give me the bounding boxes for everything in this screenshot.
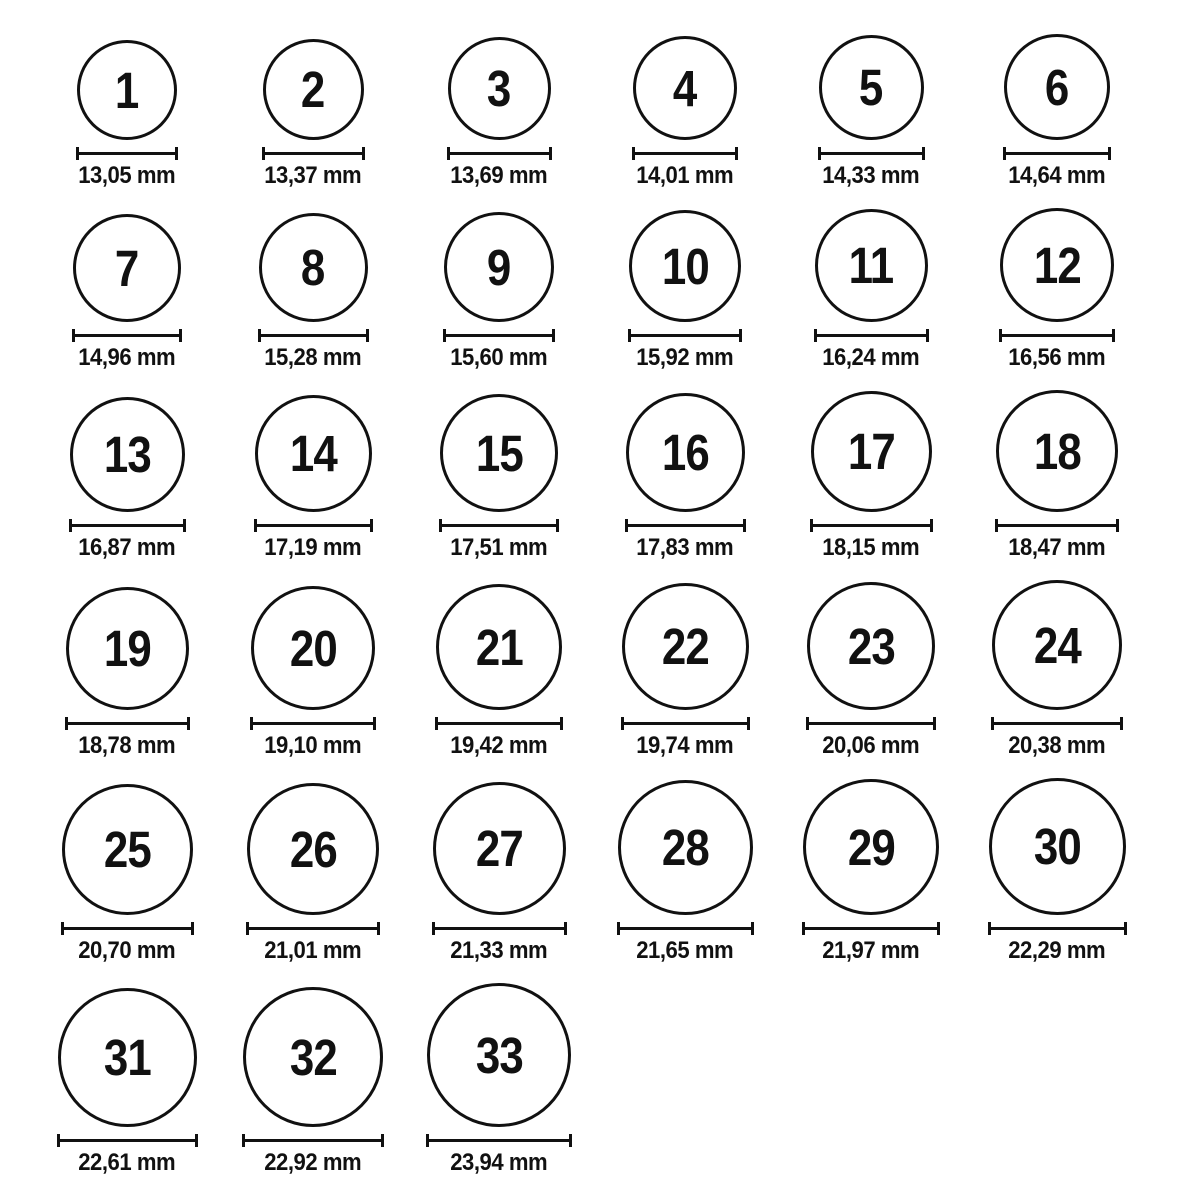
measure-line-bar: [805, 927, 937, 930]
measure-line-bar: [631, 334, 739, 337]
diameter-measure-line: [806, 717, 936, 730]
diameter-label: 19,42 mm: [450, 732, 548, 759]
ring-circle: [259, 213, 368, 322]
diameter-measure-line: [628, 329, 742, 342]
ring-size-number: 23: [847, 617, 895, 675]
ring-circle: [433, 782, 566, 915]
ring-size-number: 12: [1033, 236, 1081, 294]
diameter-measure-line: [72, 329, 182, 342]
diameter-measure-line: [991, 717, 1123, 730]
ring-size-number: 1: [115, 61, 139, 119]
measure-line-bar: [435, 927, 564, 930]
measure-line-bar: [813, 524, 930, 527]
ring-circle: [73, 214, 181, 322]
diameter-label: 17,83 mm: [636, 534, 734, 561]
ring-size-number: 27: [475, 820, 523, 877]
diameter-measure-line: [621, 717, 750, 730]
diameter-measure-line: [802, 922, 940, 935]
diameter-measure-line: [632, 147, 738, 160]
diameter-label: 13,69 mm: [450, 162, 548, 189]
ring-size-number: 25: [103, 821, 151, 878]
ring-size-number: 3: [487, 60, 511, 117]
diameter-label: 17,19 mm: [264, 534, 362, 561]
ring-circle: [989, 778, 1126, 915]
diameter-measure-line: [61, 922, 194, 935]
ring-size-number: 18: [1033, 422, 1081, 480]
ring-size-number: 17: [847, 423, 895, 480]
chart-row: [34, 390, 1200, 560]
diameter-measure-line: [262, 147, 365, 160]
diameter-label: 22,92 mm: [264, 1149, 362, 1176]
ring-size-number: 11: [848, 237, 894, 294]
ring-size-cell: [406, 394, 592, 560]
ring-size-cell: [220, 987, 406, 1175]
ring-size-number: 30: [1033, 818, 1081, 875]
measure-line-bar: [253, 722, 373, 725]
ring-size-cell: [220, 213, 406, 370]
diameter-measure-line: [447, 147, 552, 160]
ring-circle: [427, 983, 571, 1127]
diameter-measure-line: [258, 329, 369, 342]
ring-circle: [263, 39, 364, 140]
ring-circle: [1004, 34, 1110, 140]
ring-size-cell: [34, 397, 220, 560]
measure-line-bar: [991, 927, 1124, 930]
ring-size-cell: [220, 395, 406, 560]
measure-line-bar: [249, 927, 377, 930]
ring-size-number: 14: [289, 425, 337, 482]
ring-size-number: 16: [661, 424, 709, 481]
diameter-measure-line: [246, 922, 380, 935]
diameter-label: 18,47 mm: [1008, 534, 1106, 561]
ring-circle: [440, 394, 558, 512]
diameter-label: 13,05 mm: [78, 162, 176, 189]
ring-size-number: 28: [661, 819, 709, 876]
ring-circle: [251, 586, 375, 710]
measure-line-bar: [75, 334, 179, 337]
diameter-measure-line: [57, 1134, 198, 1147]
ring-circle: [626, 393, 745, 512]
ring-circle: [622, 583, 749, 710]
ring-size-cell: [34, 214, 220, 370]
ring-size-cell: [592, 393, 778, 560]
diameter-label: 17,51 mm: [450, 534, 548, 561]
diameter-label: 20,70 mm: [78, 937, 176, 964]
measure-line-bar: [438, 722, 560, 725]
ring-size-cell: [778, 779, 964, 963]
ring-size-number: 21: [475, 618, 523, 676]
ring-circle: [77, 40, 177, 140]
chart-row: [34, 580, 1200, 758]
ring-circle: [807, 582, 935, 710]
diameter-measure-line: [988, 922, 1127, 935]
ring-size-number: 5: [859, 59, 883, 116]
ring-size-cell: [964, 778, 1150, 963]
measure-line-bar: [809, 722, 933, 725]
ring-size-number: 15: [475, 424, 523, 482]
diameter-measure-line: [254, 519, 373, 532]
measure-line-bar: [821, 152, 922, 155]
measure-line-bar: [994, 722, 1120, 725]
ring-circle: [66, 587, 189, 710]
ring-circle: [803, 779, 939, 915]
ring-size-number: 6: [1045, 58, 1069, 116]
ring-size-cell: [778, 35, 964, 188]
diameter-label: 15,28 mm: [264, 344, 362, 371]
ring-circle: [819, 35, 924, 140]
diameter-label: 21,97 mm: [822, 937, 920, 964]
ring-size-cell: [778, 391, 964, 560]
ring-size-number: 8: [301, 239, 325, 296]
ring-circle: [58, 988, 197, 1127]
diameter-label: 20,06 mm: [822, 732, 920, 759]
ring-circle: [70, 397, 185, 512]
ring-size-cell: [964, 34, 1150, 188]
diameter-label: 15,92 mm: [636, 344, 734, 371]
ring-size-cell: [406, 782, 592, 963]
diameter-label: 18,78 mm: [78, 732, 176, 759]
diameter-measure-line: [814, 329, 929, 342]
ring-size-cell: [34, 784, 220, 963]
diameter-label: 13,37 mm: [264, 162, 362, 189]
ring-size-cell: [592, 36, 778, 188]
measure-line-bar: [257, 524, 370, 527]
diameter-label: 16,24 mm: [822, 344, 920, 371]
ring-size-cell: [778, 582, 964, 758]
diameter-measure-line: [76, 147, 178, 160]
ring-size-number: 31: [103, 1029, 151, 1086]
diameter-measure-line: [432, 922, 567, 935]
diameter-measure-line: [242, 1134, 384, 1147]
diameter-label: 22,61 mm: [78, 1149, 176, 1176]
ring-circle: [996, 390, 1118, 512]
diameter-label: 18,15 mm: [822, 534, 920, 561]
ring-size-cell: [778, 209, 964, 370]
measure-line-bar: [60, 1139, 195, 1142]
ring-size-number: 10: [661, 237, 709, 295]
ring-size-number: 26: [289, 820, 337, 878]
ring-circle: [992, 580, 1122, 710]
measure-line-bar: [64, 927, 191, 930]
ring-circle: [448, 37, 551, 140]
ring-circle: [1000, 208, 1114, 322]
ring-size-number: 24: [1033, 616, 1081, 674]
measure-line-bar: [450, 152, 549, 155]
chart-row: [34, 983, 1200, 1175]
ring-size-cell: [34, 587, 220, 758]
ring-circle: [436, 584, 562, 710]
ring-circle: [243, 987, 383, 1127]
measure-line-bar: [429, 1139, 569, 1142]
ring-circle: [618, 780, 753, 915]
measure-line-bar: [624, 722, 747, 725]
ring-size-number: 29: [847, 818, 895, 876]
diameter-measure-line: [995, 519, 1119, 532]
measure-line-bar: [261, 334, 366, 337]
measure-line-bar: [68, 722, 187, 725]
ring-size-number: 20: [289, 619, 337, 677]
chart-row: [34, 208, 1200, 370]
ring-circle: [444, 212, 554, 322]
ring-size-number: 7: [115, 239, 139, 297]
measure-line-bar: [635, 152, 735, 155]
ring-size-cell: [406, 983, 592, 1175]
ring-size-cell: [34, 40, 220, 188]
diameter-measure-line: [1003, 147, 1111, 160]
measure-line-bar: [1002, 334, 1112, 337]
ring-size-cell: [220, 586, 406, 758]
measure-line-bar: [245, 1139, 381, 1142]
diameter-measure-line: [426, 1134, 572, 1147]
diameter-measure-line: [435, 717, 563, 730]
diameter-label: 14,33 mm: [822, 162, 920, 189]
measure-line-bar: [620, 927, 751, 930]
diameter-label: 16,87 mm: [78, 534, 176, 561]
diameter-label: 22,29 mm: [1008, 937, 1106, 964]
ring-size-cell: [964, 580, 1150, 758]
diameter-label: 20,38 mm: [1008, 732, 1106, 759]
diameter-measure-line: [439, 519, 559, 532]
ring-size-cell: [592, 780, 778, 963]
diameter-label: 21,33 mm: [450, 937, 548, 964]
chart-row: [34, 778, 1200, 963]
ring-circle: [629, 210, 741, 322]
ring-size-number: 32: [289, 1028, 337, 1086]
diameter-measure-line: [65, 717, 190, 730]
diameter-label: 15,60 mm: [450, 344, 548, 371]
diameter-measure-line: [250, 717, 376, 730]
ring-size-cell: [406, 212, 592, 370]
ring-size-cell: [406, 37, 592, 188]
ring-size-number: 13: [103, 426, 151, 483]
ring-circle: [255, 395, 372, 512]
measure-line-bar: [628, 524, 743, 527]
measure-line-bar: [1006, 152, 1108, 155]
diameter-label: 14,96 mm: [78, 344, 176, 371]
diameter-measure-line: [818, 147, 925, 160]
ring-size-cell: [406, 584, 592, 758]
ring-size-cell: [592, 583, 778, 758]
diameter-label: 21,01 mm: [264, 937, 362, 964]
measure-line-bar: [446, 334, 552, 337]
ring-circle: [815, 209, 928, 322]
ring-circle: [811, 391, 932, 512]
measure-line-bar: [265, 152, 362, 155]
diameter-measure-line: [810, 519, 933, 532]
diameter-measure-line: [443, 329, 555, 342]
ring-size-number: 9: [487, 238, 511, 296]
diameter-label: 19,10 mm: [264, 732, 362, 759]
diameter-label: 14,01 mm: [636, 162, 734, 189]
diameter-measure-line: [69, 519, 186, 532]
ring-size-number: 19: [103, 620, 151, 677]
ring-size-cell: [34, 988, 220, 1175]
chart-row: [34, 34, 1200, 188]
measure-line-bar: [998, 524, 1116, 527]
ring-size-number: 22: [661, 618, 709, 675]
diameter-label: 16,56 mm: [1008, 344, 1106, 371]
ring-circle: [247, 783, 379, 915]
ring-size-cell: [592, 210, 778, 370]
ring-size-cell: [964, 390, 1150, 560]
ring-size-cell: [220, 783, 406, 963]
ring-circle: [62, 784, 193, 915]
diameter-label: 23,94 mm: [450, 1149, 548, 1176]
ring-size-number: 4: [673, 59, 697, 117]
measure-line-bar: [72, 524, 183, 527]
ring-size-number: 2: [301, 61, 325, 118]
measure-line-bar: [442, 524, 556, 527]
ring-size-number: 33: [475, 1026, 523, 1084]
diameter-label: 14,64 mm: [1008, 162, 1106, 189]
diameter-measure-line: [625, 519, 746, 532]
diameter-label: 21,65 mm: [636, 937, 734, 964]
measure-line-bar: [817, 334, 926, 337]
ring-circle: [633, 36, 737, 140]
ring-size-cell: [220, 39, 406, 188]
diameter-measure-line: [999, 329, 1115, 342]
diameter-label: 19,74 mm: [636, 732, 734, 759]
diameter-measure-line: [617, 922, 754, 935]
ring-size-cell: [964, 208, 1150, 370]
measure-line-bar: [79, 152, 175, 155]
